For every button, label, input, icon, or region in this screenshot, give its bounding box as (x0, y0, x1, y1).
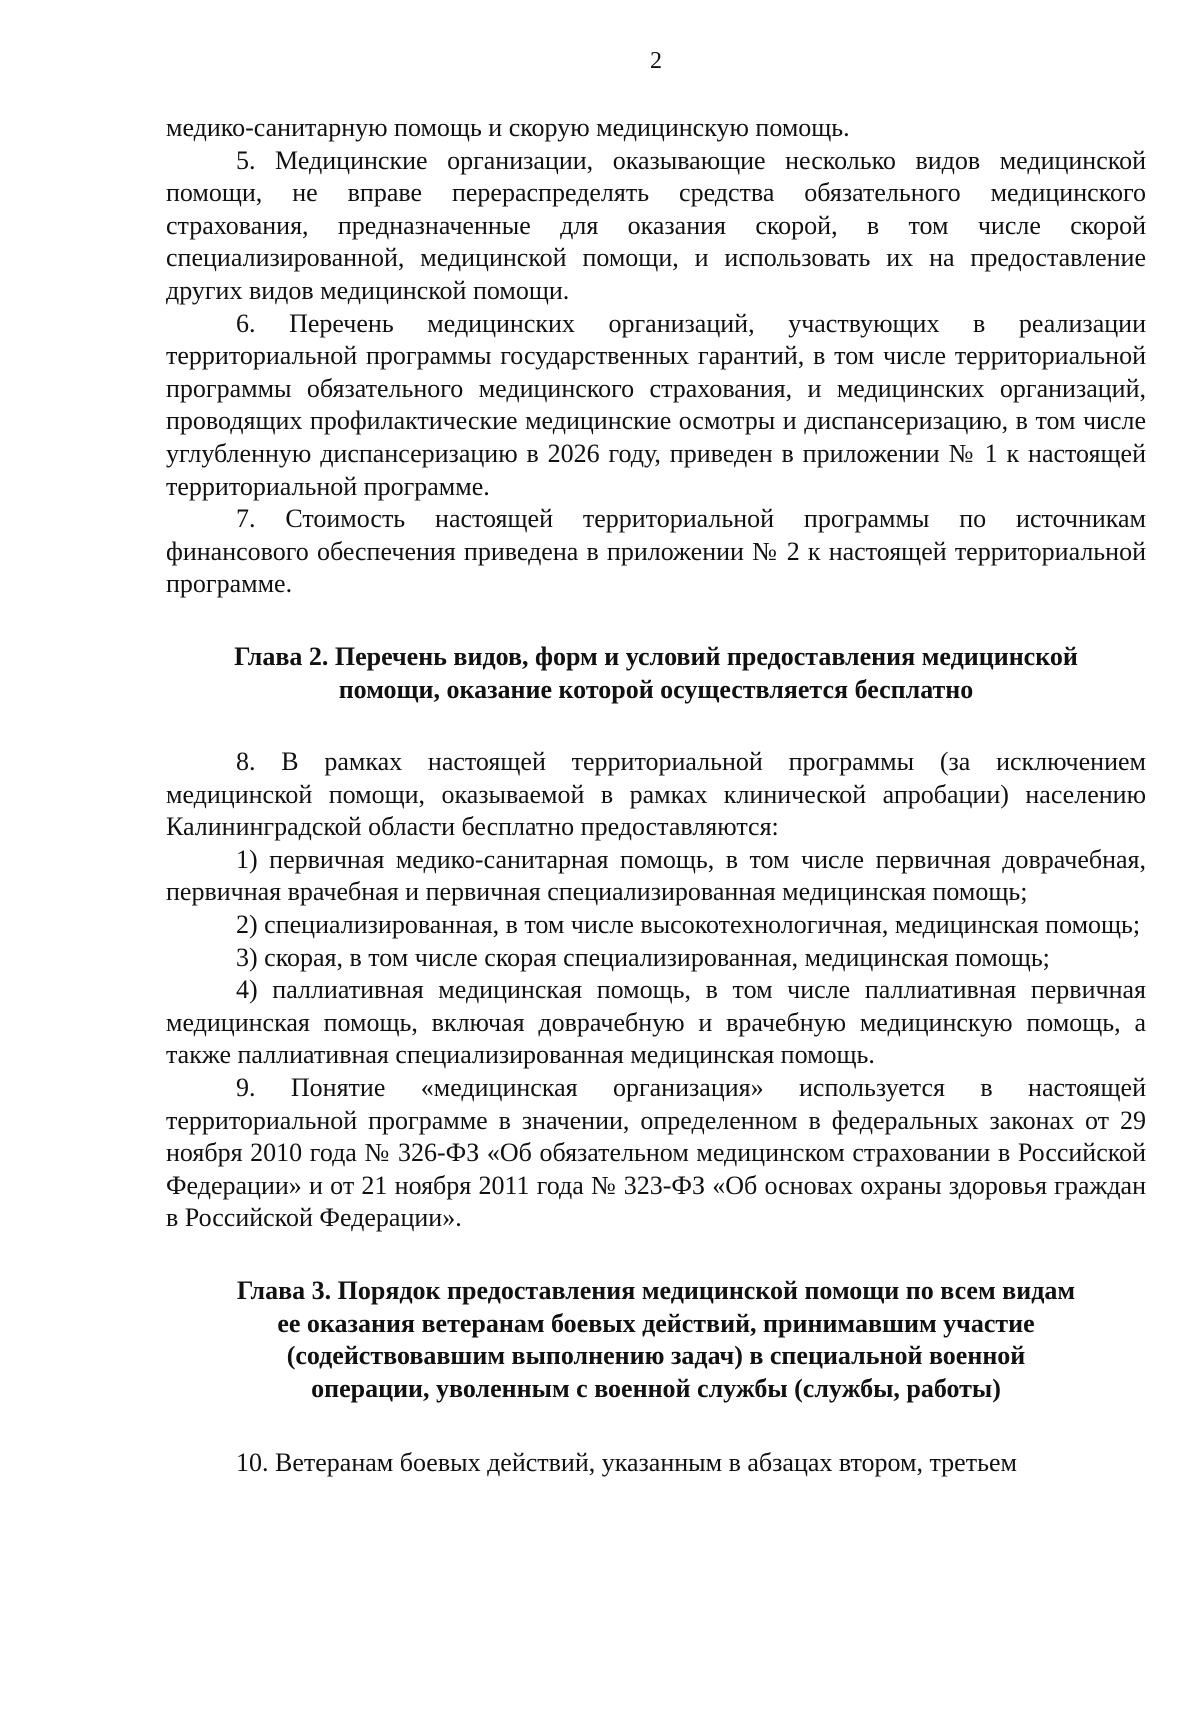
chapter-3-heading-line-4: операции, уволенным с военной службы (службы, работы) (311, 1373, 1001, 1403)
chapter-2-heading (166, 641, 1146, 706)
paragraph-9: 9. Понятие «медицинская организация» используется в настоящей территориальной программе в значении, определенном в федеральных законах от 29 ноября 2010 года № 326-ФЗ «Об обязательном медицинском страховании в Российской Федерации» и от 21 ноября 2011 года № 323-ФЗ «Об основах охраны здоровья граждан в Российской Федерации». (166, 1073, 1146, 1233)
paragraph-8: 8. В рамках настоящей территориальной программы (за исключением медицинской помощи, оказываемой в рамках клинической апробации) населению Калининградской области бесплатно предоставляются: (166, 747, 1146, 842)
paragraph-7: 7. Стоимость настоящей территориальной программы по источникам финансового обеспечения приведена в приложении № 2 к настоящей территориальной программе. (166, 504, 1146, 599)
paragraph-5: 5. Медицинские организации, оказывающие несколько видов медицинской помощи, не вправе перераспределять средства обязательного медицинского страхования, предназначенные для оказания скорой, в том числе скорой специализированной, медицинской помощи, и использовать их на предоставление других видов медицинской помощи. (166, 145, 1146, 305)
paragraph-6: 6. Перечень медицинских организаций, участвующих в реализации территориальной программы государственных гарантий, в том числе территориальной программы обязательного медицинского страхования, и медицинских организаций, проводящих профилактические медицинские осмотры и диспансеризацию, в том числе углубленную диспансеризацию в 2026 году, приведен в приложении № 1 к настоящей территориальной программе. (166, 308, 1146, 501)
paragraph-continuation: медико-санитарную помощь и скорую медицинскую помощь. (166, 113, 850, 142)
chapter-3-heading-line-2: ее оказания ветеранам боевых действий, принимавшим участие (277, 1308, 1035, 1338)
list-item-3: 3) скорая, в том числе скорая специализированная, медицинская помощь; (236, 942, 1050, 972)
page-number: 2 (650, 48, 662, 74)
document-page (166, 40, 1146, 1480)
list-item-1: 1) первичная медико-санитарная помощь, в том числе первичная доврачебная, первичная врачебная и первичная специализированная медицинская помощь; (166, 844, 1146, 907)
list-item-4: 4) паллиативная медицинская помощь, в том числе паллиативная первичная медицинская помощь, включая доврачебную и врачебную медицинскую помощь, а также паллиативная специализированная медицинская помощь. (166, 975, 1146, 1070)
paragraph-10: 10. Ветеранам боевых действий, указанным в абзацах втором, третьем (236, 1448, 1017, 1478)
chapter-3-heading-line-1: Глава 3. Порядок предоставления медицинской помощи по всем видам (236, 1276, 1076, 1305)
chapter-3-heading-line-3: (содействовавшим выполнению задач) в специальной военной (286, 1341, 1026, 1371)
chapter-2-heading-line-2: помощи, оказание которой осуществляется бесплатно (338, 674, 974, 704)
chapter-2-heading-line-1: Глава 2. Перечень видов, форм и условий предоставления медицинской (234, 641, 1078, 671)
list-item-2: 2) специализированная, в том числе высокотехнологичная, медицинская помощь; (236, 910, 1141, 940)
chapter-3-heading (166, 1275, 1146, 1405)
